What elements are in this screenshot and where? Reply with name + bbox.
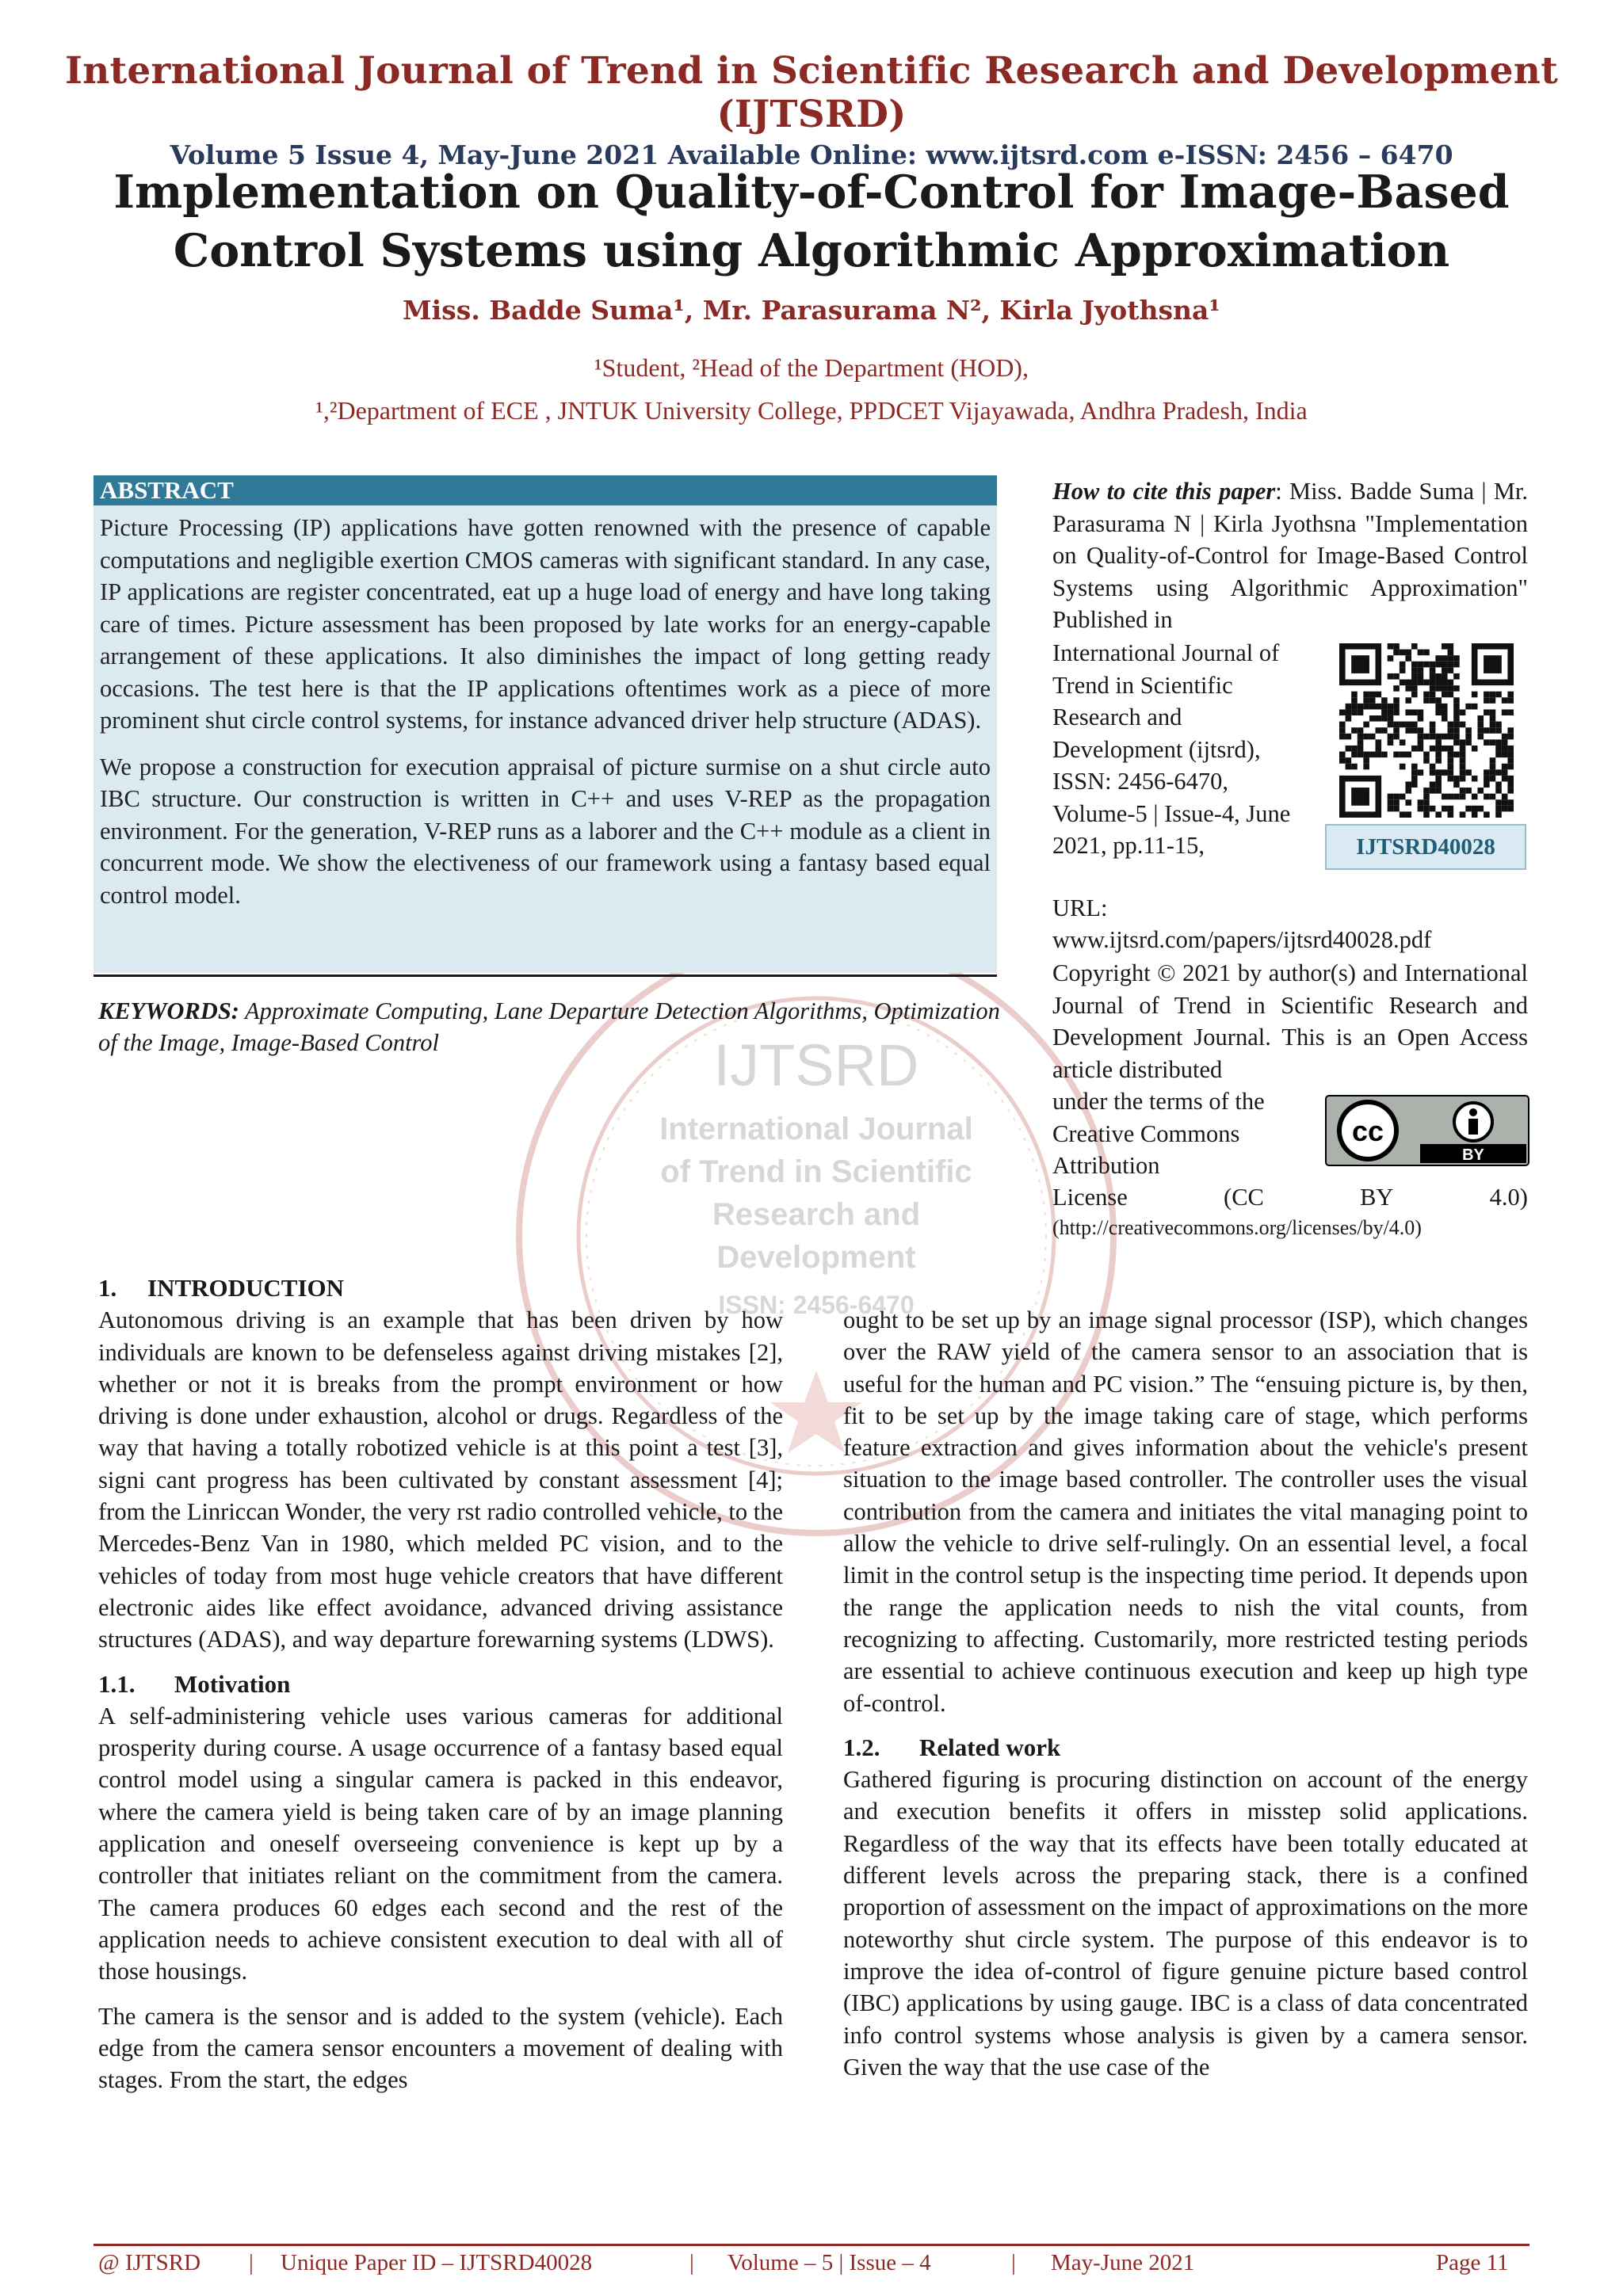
watermark-line4: Research and xyxy=(712,1197,921,1232)
footer-separator: | xyxy=(1011,2250,1016,2275)
watermark-line3: of Trend in Scientific xyxy=(660,1154,972,1189)
journal-header xyxy=(0,49,1623,170)
citation-url[interactable]: www.ijtsrd.com/papers/ijtsrd40028.pdf xyxy=(1052,926,1432,953)
watermark-line2: International Journal xyxy=(659,1112,973,1146)
paper-id-badge: IJTSRD40028 xyxy=(1325,824,1526,870)
motivation-paragraph-1: A self-administering vehicle uses various cameras for additional prosperity during course. A usage occurrence of a fantasy based equal control model using a singular camera is packed in this endeavor, where the camera yield is being taken care of by an image planning application and oneself overseeing convenience is kept up by a controller that initiates reliant on the commitment from the camera. The camera produces 60 edges each second and the rest of the application needs to achieve consistent execution to deal with all of those housings. xyxy=(98,1702,783,1985)
affiliation-roles: ¹Student, ²Head of the Department (HOD), xyxy=(594,353,1029,382)
license-line xyxy=(1052,1181,1528,1213)
subsection-heading-related-work xyxy=(843,1732,1528,1764)
keywords xyxy=(98,995,1002,1058)
paper-title-line2: Control Systems using Algorithmic Approximation xyxy=(173,224,1450,277)
footer-separator: | xyxy=(689,2250,694,2275)
body-column-left xyxy=(98,1272,783,2096)
footer-separator: | xyxy=(249,2250,254,2275)
copyright-text: Copyright © 2021 by author(s) and International Journal of Trend in Scientific Research and Development Journal. This is an Open Access article distributed xyxy=(1052,959,1528,1083)
license-version: 4.0) xyxy=(1489,1184,1528,1211)
subsection-number: 1.2. xyxy=(843,1733,880,1761)
affiliation-department: ¹,²Department of ECE , JNTUK University College, PPDCET Vijayawada, Andhra Pradesh, India xyxy=(315,396,1308,425)
citation-url-label: URL: xyxy=(1052,894,1108,921)
subsection-heading-motivation xyxy=(98,1669,783,1700)
abstract-paragraph-1: Picture Processing (IP) applications have gotten renowned with the presence of capable computations and negligible exertion CMOS cameras with significant standard. In any case, IP applications are register concentrated, eat up a huge load of energy and have long taking care of times. Picture assessment has been proposed by late works for an energy-capable arrangement of these applications. It also diminishes the impact of long getting ready occasions. The test here is that the IP applications oftentimes work as a piece of more prominent shut circle control systems, for instance advanced driver help structure (ADAS). xyxy=(100,514,991,734)
continued-paragraph: ought to be set up by an image signal processor (ISP), which changes over the RAW yield of the camera sensor to an association that is useful for the human and PC vision.” The “ensuing picture is, by then, fit to be set up by the image taking care of stage, which performs feature extraction and gives information about the vehicle's present situation to the image based controller. The controller uses the visual contribution from the camera and initiates the vital managing point to allow the vehicle to drive self-rulingly. On an essential level, a focal limit in the control setup is the inspecting time period. It depends upon the range the application needs to nish the vital counts, from recognizing to affecting. Customarily, more restricted testing periods are essential to achieve continuous execution and keep up high type of-control. xyxy=(843,1306,1528,1717)
copyright-license-text: under the terms of the Creative Commons Attribution xyxy=(1052,1088,1265,1179)
body-column-right xyxy=(843,1304,1528,2083)
abstract-divider xyxy=(94,974,997,977)
motivation-paragraph-2: The camera is the sensor and is added to the system (vehicle). Each edge from the camera sensor encounters a movement of dealing with stages. From the start, the edges xyxy=(98,2002,783,2094)
section-heading-introduction xyxy=(98,1272,783,1304)
paper-title-line1: Implementation on Quality-of-Control for Image-Based xyxy=(113,166,1510,219)
abstract-paragraph-2: We propose a construction for execution appraisal of picture surmise on a shut circle auto IBC structure. Our construction is written in C++ and uses V-REP as the propagation environment. For the generation, V-REP runs as a laborer and the C++ module as a client in concurrent mode. We show the electiveness of our framework using a fantasy based equal control model. xyxy=(100,753,991,909)
abstract-box xyxy=(94,475,997,973)
abstract-heading: ABSTRACT xyxy=(94,475,997,505)
footer-volume: Volume – 5 | Issue – 4 xyxy=(727,2250,931,2275)
citation-block xyxy=(1052,475,1528,636)
journal-title: International Journal of Trend in Scientific Research and Development (IJTSRD) xyxy=(64,49,1559,136)
footer-date: May-June 2021 xyxy=(1051,2250,1195,2275)
footer-paper-id: Unique Paper ID – IJTSRD40028 xyxy=(281,2250,593,2275)
keywords-text: Approximate Computing, Lane Departure Detection Algorithms, Optimization of the Image, Image-Based Control xyxy=(98,997,1000,1056)
footer-divider xyxy=(94,2244,1529,2246)
watermark-logo-text: IJTSRD xyxy=(713,1032,919,1098)
paper-title xyxy=(0,163,1623,280)
section-number: 1. xyxy=(98,1274,117,1302)
qr-code-icon[interactable] xyxy=(1339,643,1514,818)
journal-subtitle: Volume 5 Issue 4, May-June 2021 Available Online: www.ijtsrd.com e-ISSN: 2456 – 6470 xyxy=(170,139,1453,170)
license-cc: (CC xyxy=(1224,1184,1264,1211)
section-title: INTRODUCTION xyxy=(147,1274,345,1302)
citation-label: How to cite this paper xyxy=(1052,478,1276,505)
abstract-text xyxy=(100,512,991,911)
cc-by-license-icon[interactable] xyxy=(1325,1095,1529,1166)
related-work-paragraph: Gathered figuring is procuring distinction on account of the energy and execution benefits it offers in misstep solid applications. Regardless of the way that its effects have been totally educated at different levels across the preparing stack, there is a confined proportion of assessment on the impact of approximations on the more noteworthy shut circle system. The purpose of this endeavor is to improve the idea of-control of figure genuine picture based control (IBC) applications by using gauge. IBC is a class of data concentrated info control systems whose analysis is given by a camera sensor. Given the way that the use case of the xyxy=(843,1766,1528,2081)
intro-paragraph: Autonomous driving is an example that has been driven by how individuals are known to be defenseless against driving mistakes [2], whether or not it is breaks from the prompt environment or how driving is done under exhaustion, alcohol or drugs. Regardless of the way that having a totally robotized vehicle is at this point a test [3], signi cant progress has been cultivated by constant assessment [4]; from the Linriccan Wonder, the very rst radio controlled vehicle, to the Mercedes-Benz Van in 1980, which melded PC vision, and to the vehicles of today from most huge vehicle creators that have different electronic aides like effect avoidance, advanced driving assistance structures (ADAS), and way departure forewarning systems (LDWS). xyxy=(98,1306,783,1653)
subsection-title: Related work xyxy=(919,1733,1061,1761)
license-by: BY xyxy=(1360,1184,1394,1211)
subsection-title: Motivation xyxy=(174,1669,291,1698)
footer-journal: @ IJTSRD xyxy=(98,2250,201,2275)
footer-page-number: Page 11 xyxy=(1436,2250,1509,2275)
keywords-label: KEYWORDS: xyxy=(98,997,239,1024)
license-url[interactable]: (http://creativecommons.org/licenses/by/4.0) xyxy=(1052,1216,1422,1239)
page-footer xyxy=(94,2250,1529,2282)
citation-journal-info: International Journal of Trend in Scientific Research and Development (ijtsrd), ISSN: 2456-6470, Volume-5 | Issue-4, June 2021, pp.11-15, xyxy=(1052,639,1291,859)
watermark-issn: ISSN: 2456-6470 xyxy=(718,1291,915,1319)
cc-badge-by-text: BY xyxy=(1462,1146,1484,1164)
citation-url-block xyxy=(1052,892,1528,955)
subsection-number: 1.1. xyxy=(98,1669,136,1698)
authors: Miss. Badde Suma¹, Mr. Parasurama N², Kirla Jyothsna¹ xyxy=(403,295,1220,326)
svg-text:cc: cc xyxy=(1351,1115,1384,1147)
license-word: License xyxy=(1052,1184,1128,1211)
citation-text: : Miss. Badde Suma | Mr. Parasurama N | Kirla Jyothsna "Implementation on Quality-of-Control for Image-Based Control Systems using Algorithmic Approximation" Published in xyxy=(1052,478,1528,633)
watermark-line5: Development xyxy=(716,1240,916,1275)
